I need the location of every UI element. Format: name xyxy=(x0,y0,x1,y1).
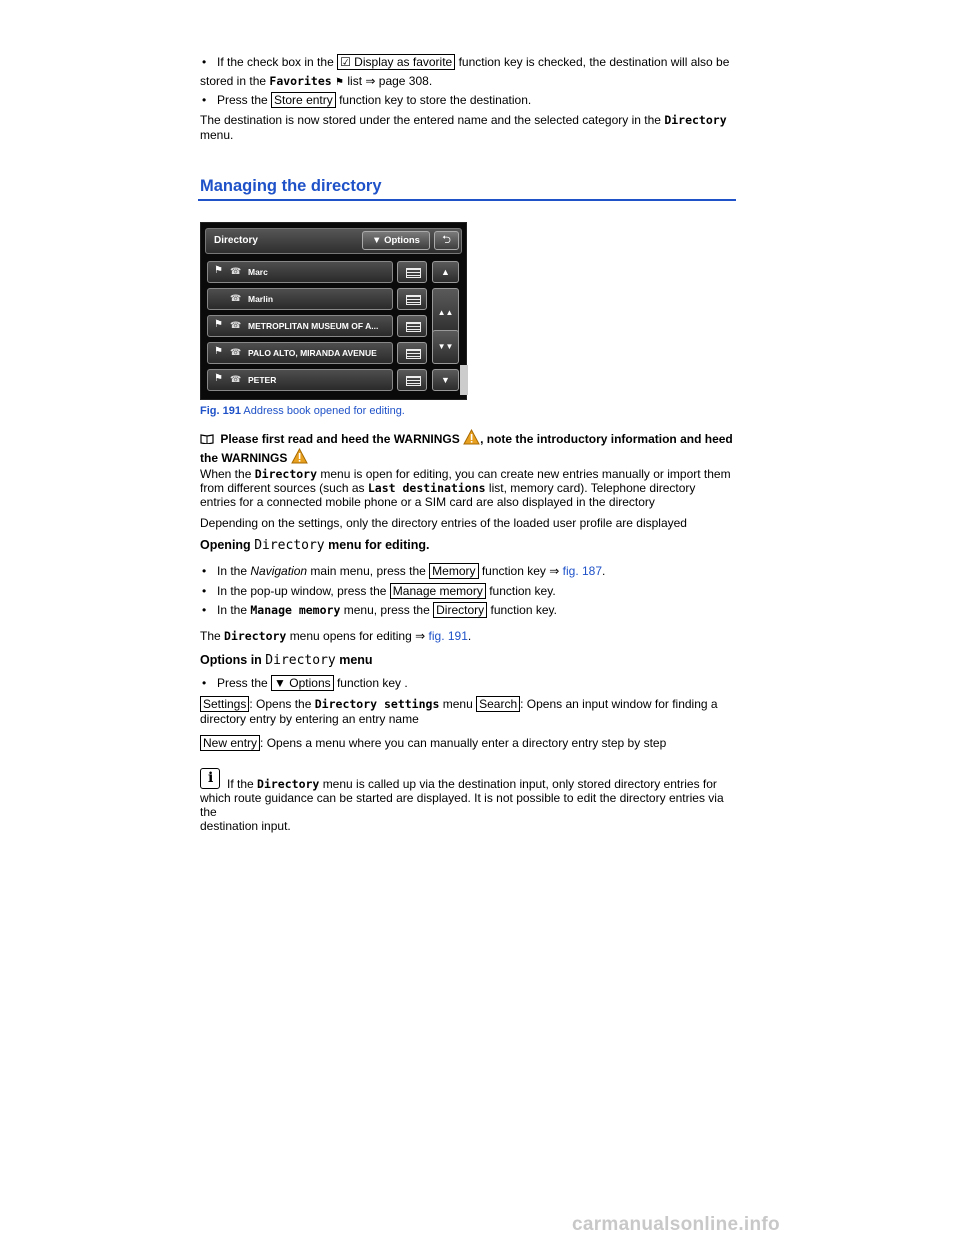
text: menu for editing. xyxy=(328,538,430,552)
flag-icon: ⚑ xyxy=(214,319,223,330)
body-paragraph-1 xyxy=(200,467,740,509)
favorite-flag-icon: ⚑ xyxy=(335,77,345,88)
text: : Opens an input window for finding a xyxy=(520,697,718,711)
section-title: Managing the directory xyxy=(200,177,382,195)
text: function key is checked, the destination will also be xyxy=(458,55,730,69)
text: The destination is now stored under the entered name and the selected category in the xyxy=(200,113,661,127)
directory-code: Directory xyxy=(257,777,320,791)
opening-step-2 xyxy=(200,582,740,600)
caption-text: Address book opened for editing. xyxy=(243,405,405,417)
text: menu is open for editing, you can create new entries manually or import them xyxy=(320,467,731,481)
text: In the xyxy=(217,564,248,578)
phone-icon: ☎ xyxy=(230,347,242,357)
arrow-right-icon: ⇒ xyxy=(415,629,426,643)
text: Opening xyxy=(200,538,251,552)
phone-icon: ☎ xyxy=(230,266,242,276)
figure-serial-tab xyxy=(460,365,468,395)
opening-step-1 xyxy=(200,562,740,580)
card-icon xyxy=(397,261,427,283)
intro-bullet-favorite xyxy=(200,53,740,71)
directory-code: Directory xyxy=(254,538,325,553)
scroll-down-icon: ▼ xyxy=(432,369,459,391)
page-reference: page 308. xyxy=(378,74,433,88)
options-settings-search xyxy=(200,697,740,727)
card-icon xyxy=(397,288,427,310)
text: When the xyxy=(200,467,252,481)
row-name: PETER xyxy=(248,375,277,385)
card-icon xyxy=(397,369,427,391)
row-name: METROPLITAN MUSEUM OF A... xyxy=(248,321,379,331)
text: : Opens a menu where you can manually enter a directory entry step by step xyxy=(260,736,667,750)
screen-options-button: ▼ Options xyxy=(362,231,430,250)
text: Press the xyxy=(217,93,268,107)
screen-back-icon: ⮌ xyxy=(434,231,459,250)
text: which route guidance can be started are displayed. It is not possible to edit the directory entries via the xyxy=(200,791,724,819)
text: menu. xyxy=(200,128,234,142)
arrow-right-icon: ⇒ xyxy=(549,564,560,578)
screen-title: Directory xyxy=(214,235,258,246)
text: menu xyxy=(339,653,373,667)
text: Press the xyxy=(217,676,268,690)
new-entry-key: New entry xyxy=(200,735,260,751)
options-key: ▼ Options xyxy=(271,675,334,691)
book-icon xyxy=(200,433,214,444)
options-new-entry xyxy=(200,734,740,752)
text: function key. xyxy=(489,584,556,598)
row-name: Marlin xyxy=(248,294,274,304)
text: : Opens the xyxy=(249,697,312,711)
text: menu opens for editing xyxy=(289,629,412,643)
opening-result xyxy=(200,627,740,645)
screen-row xyxy=(207,369,393,391)
store-entry-key: Store entry xyxy=(271,92,336,108)
directory-code: Directory xyxy=(224,629,287,643)
text: list xyxy=(347,74,363,88)
phone-icon: ☎ xyxy=(230,293,242,303)
text: The xyxy=(200,629,221,643)
manage-memory-code: Manage memory xyxy=(250,603,341,617)
intro-bullet-store xyxy=(200,91,740,109)
screen-row xyxy=(207,315,393,337)
directory-key: Directory xyxy=(433,602,487,618)
figure-caption xyxy=(200,405,405,417)
page-up-icon: ▲▲ xyxy=(432,288,459,337)
manage-memory-key: Manage memory xyxy=(390,583,486,599)
flag-icon: ⚑ xyxy=(214,265,223,276)
row-name: PALO ALTO, MIRANDA AVENUE xyxy=(248,348,377,358)
text: main menu, press the xyxy=(310,564,426,578)
text: function key xyxy=(481,564,546,578)
text: Options in xyxy=(200,653,262,667)
text: menu, press the xyxy=(343,603,430,617)
screen-header xyxy=(205,228,462,254)
flag-icon: ⚑ xyxy=(214,373,223,384)
text: destination input. xyxy=(200,819,291,833)
options-step-1 xyxy=(200,674,740,692)
phone-icon: ☎ xyxy=(230,374,242,384)
directory-screen-figure xyxy=(200,222,467,400)
navigation-term: Navigation xyxy=(250,564,308,578)
directory-code: Directory xyxy=(664,113,727,127)
text: . xyxy=(467,629,472,643)
screen-row xyxy=(207,288,393,310)
card-icon xyxy=(397,315,427,337)
settings-key: Settings xyxy=(200,696,249,712)
fig-187-link[interactable]: fig. 187 xyxy=(562,564,603,578)
options-heading xyxy=(200,653,373,668)
intro-paragraph xyxy=(200,113,740,143)
text: . xyxy=(602,564,606,578)
flag-icon: ⚑ xyxy=(214,346,223,357)
display-as-favorite-key: ☑ Display as favorite xyxy=(337,54,455,70)
text: from different sources (such as xyxy=(200,481,365,495)
text: function key. xyxy=(490,603,557,617)
text: Please first read and heed the WARNINGS xyxy=(220,432,460,446)
section-rule xyxy=(198,199,736,201)
opening-heading xyxy=(200,538,430,553)
warning-icon xyxy=(463,429,480,445)
note-paragraph xyxy=(200,777,740,833)
intro-bullet-favorite-line2 xyxy=(200,72,740,92)
text: menu xyxy=(442,697,473,711)
info-note-icon: i xyxy=(200,768,220,789)
text: In the pop-up window, press the xyxy=(217,584,387,598)
text: function key to store the destination. xyxy=(339,93,532,107)
search-key: Search xyxy=(476,696,520,712)
text: , note the introductory information and heed xyxy=(480,432,733,446)
directory-code: Directory xyxy=(254,467,318,481)
text: function key . xyxy=(336,676,408,690)
body-paragraph-2: Depending on the settings, only the directory entries of the loaded user profile are displayed xyxy=(200,516,687,530)
scroll-up-icon: ▲ xyxy=(432,261,459,283)
caption-number: Fig. 191 xyxy=(200,405,241,417)
text: menu is called up via the destination input, only stored directory entries for xyxy=(322,777,717,791)
fig-191-link[interactable]: fig. 191 xyxy=(428,629,468,643)
text: directory entry by entering an entry name xyxy=(200,712,419,726)
phone-icon: ☎ xyxy=(230,320,242,330)
opening-step-3 xyxy=(200,601,740,619)
warning-icon xyxy=(291,448,308,464)
text: list, memory card). Telephone directory xyxy=(488,481,696,495)
text: the WARNINGS xyxy=(200,451,288,465)
text: stored in the xyxy=(200,74,267,88)
memory-key: Memory xyxy=(429,563,478,579)
last-destinations-code: Last destinations xyxy=(367,481,486,495)
text: If the check box in the xyxy=(217,55,334,69)
directory-settings-code: Directory settings xyxy=(314,697,440,711)
arrow-right-icon: ⇒ xyxy=(365,74,376,88)
warnings-notice xyxy=(200,429,740,467)
screen-row xyxy=(207,261,393,283)
row-name: Marc xyxy=(248,267,268,277)
text: entries for a connected mobile phone or a SIM card are also displayed in the directory xyxy=(200,495,655,509)
screen-row xyxy=(207,342,393,364)
directory-code: Directory xyxy=(265,653,336,668)
card-icon xyxy=(397,342,427,364)
watermark: carmanualsonline.info xyxy=(572,1214,780,1235)
text: In the xyxy=(217,603,248,617)
page-down-icon: ▼▼ xyxy=(432,330,459,364)
text: If the xyxy=(227,777,254,791)
favorites-code: Favorites xyxy=(269,74,332,88)
